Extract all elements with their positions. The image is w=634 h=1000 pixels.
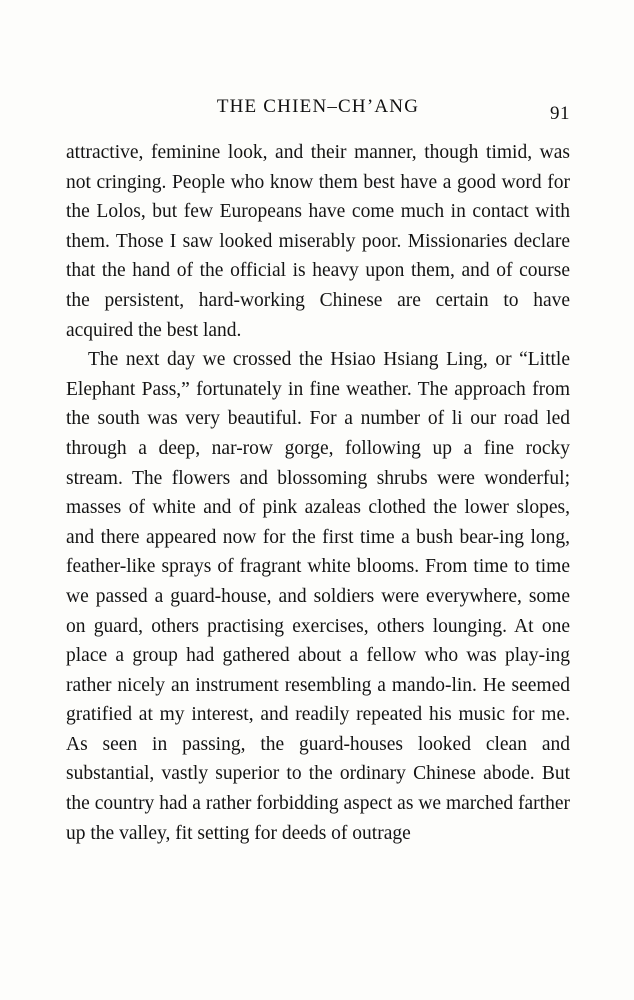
- paragraph: The next day we crossed the Hsiao Hsiang Ling, or “Little Elephant Pass,” fortunately in fine weather. The approach from the south was very beautiful. For a number of li our road led through a deep, nar-row gorge, following up a fine rocky stream. The flowers and blossoming shrubs were wonderful; masses of white and of pink azaleas clothed the lower slopes, and there appeared now for the first time a bush bear-ing long, feather-like sprays of fragrant white blooms. From time to time we passed a guard-house, and soldiers were everywhere, some on guard, others practising exercises, others lounging. At one place a group had gathered about a fellow who was play-ing rather nicely an instrument resembling a mando-lin. He seemed gratified at my interest, and readily repeated his music for me. As seen in passing, the guard-houses looked clean and substantial, vastly superior to the ordinary Chinese abode. But the country had a rather forbidding aspect as we marched farther up the valley, fit setting for deeds of outrage: [66, 349, 570, 844]
- running-head: [66, 96, 570, 126]
- paragraph: attractive, feminine look, and their manner, though timid, was not cringing. People who know them best have a good word for the Lolos, but few Europeans have come much in contact with them. Those I saw looked miserably poor. Missionaries declare that the hand of the official is heavy upon them, and of course the persistent, hard-working Chinese are certain to have acquired the best land.: [66, 142, 570, 341]
- body-text: [66, 138, 570, 848]
- page-title: THE CHIEN–CH’ANG: [216, 96, 420, 117]
- page-number: 91: [550, 103, 570, 124]
- page-text-block: [66, 96, 570, 848]
